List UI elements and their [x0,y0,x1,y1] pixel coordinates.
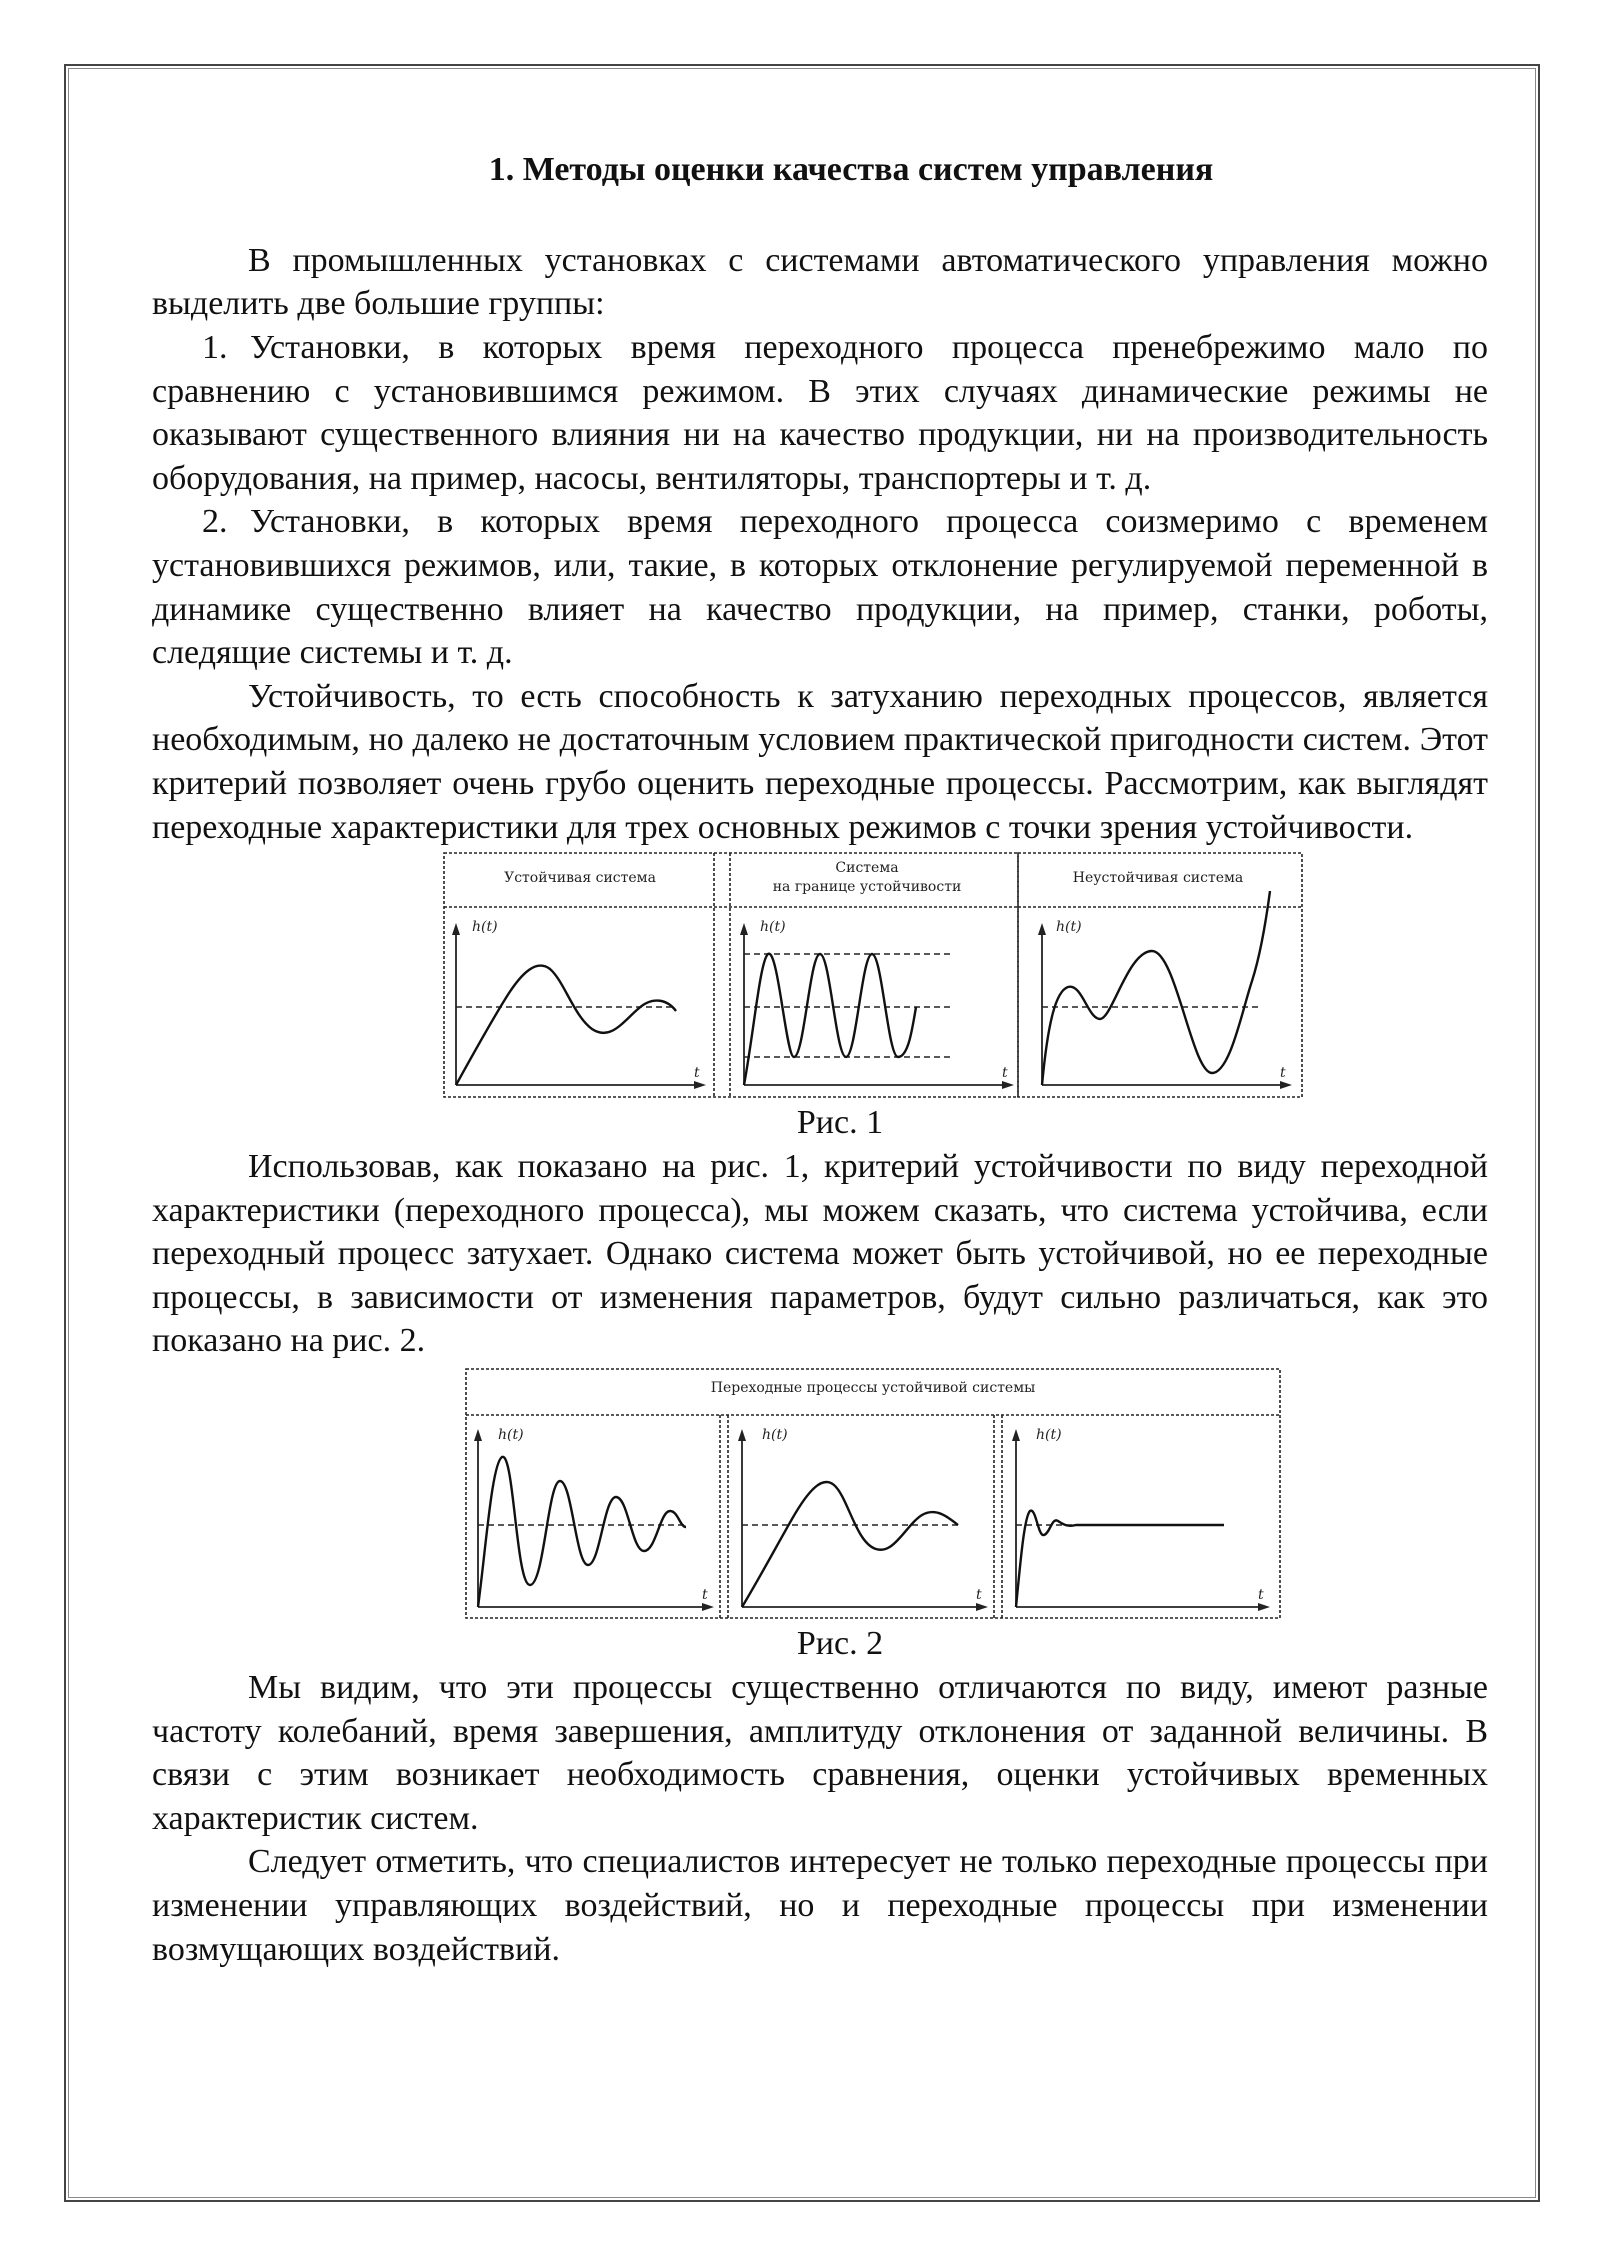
list-item-text: Установки, в которых время переходного процесса соизмеримо с временем установившихся режимов, или, такие, в которых отклонение регулируемой переменной в динамике существенно влияет на качество продукции, на пример, станки, роботы, следящие системы и т. д. [152,503,1488,672]
figure-2-caption: Рис. 2 [796,1625,884,1663]
x-axis-label: t [1258,1587,1264,1604]
x-axis-arrow [1002,1081,1014,1089]
y-axis-label: h(t) [762,1427,788,1444]
response-curve [744,954,916,1085]
panel-fast-settling [1012,1427,1270,1611]
x-axis-arrow [702,1603,714,1611]
list-item-1: 1. Установки, в которых время переходного процесса пренебрежимо мало по сравнению с установившимся режимом. В этих случаях динамические режимы не оказывают существенного влияния ни на качество продукции, ни на производительность оборудования, на пример, насосы, вентиляторы, транспортеры и т. д. [152,326,1488,500]
y-axis-arrow [474,1429,482,1441]
section-title: 1. Методы оценки качества систем управления [488,151,1214,188]
panel-oscillatory [474,1427,714,1611]
response-curve [478,1457,686,1607]
panel-marginal [740,923,1014,1089]
figure-2-diagram [464,1367,1284,1622]
y-axis-arrow [740,923,748,935]
panel-title-marginal-1: Система [835,860,899,877]
panel-title-unstable: Неустойчивая система [1072,870,1244,887]
y-axis-label: h(t) [472,919,498,936]
after-figure-1-paragraph: Использовав, как показано на рис. 1, критерий устойчивости по виду переходной характеристики (переходного процесса), мы можем сказать, что система устойчива, если переходный процесс затухает. Однако система может быть устойчивой, но ее переходные процессы, в зависимости от изменения параметров, будут сильно различаться, как это показано на рис. 2. [152,1148,1488,1360]
figure-1-panel-unstable [1016,851,1306,1101]
figure-2 [464,1367,1284,1622]
panel-title-marginal-2: на границе устойчивости [772,879,962,896]
list-item-text: Установки, в которых время переходного процесса пренебрежимо мало по сравнению с установившимся режимом. В этих случаях динамические режимы не оказывают существенного влияния ни на качество продукции, ни на производительность оборудования, на пример, насосы, вентиляторы, транспортеры и т. д. [152,328,1488,497]
closing-paragraph: Следует отметить, что специалистов интересует не только переходные процессы при изменении управляющих воздействий, но и переходные процессы при изменении возмущающих воздействий. [152,1843,1488,1968]
x-axis-label: t [1002,1065,1008,1082]
x-axis-arrow [976,1603,988,1611]
x-axis-label: t [1280,1065,1286,1082]
document-body [152,150,1488,1971]
after-figure-2-paragraph: Мы видим, что эти процессы существенно отличаются по виду, имеют разные частоту колебаний, время завершения, амплитуду отклонения от заданной величины. В связи с этим возникает необходимость сравнения, оценки устойчивых временных характеристик систем. [152,1669,1488,1837]
x-axis-arrow [694,1081,706,1089]
y-axis-arrow [1012,1429,1020,1441]
y-axis-label: h(t) [498,1427,524,1444]
y-axis-label: h(t) [760,919,786,936]
x-axis-arrow [1258,1603,1270,1611]
x-axis-label: t [702,1587,708,1604]
panel-moderate [738,1427,988,1611]
intro-paragraph: В промышленных установках с системами автоматического управления можно выделить две большие группы: [152,241,1488,323]
y-axis-label: h(t) [1056,919,1082,936]
panel-title-stable: Устойчивая система [504,870,656,887]
figure-1 [442,851,1302,1101]
stability-paragraph: Устойчивость, то есть способность к затуханию переходных процессов, является необходимым, но далеко не достаточным условием практической пригодности систем. Этот критерий позволяет очень грубо оценить переходные процессы. Рассмотрим, как выглядят переходные характеристики для трех основных режимов с точки зрения устойчивости. [152,677,1488,846]
figure-1-caption: Рис. 1 [796,1104,884,1142]
y-axis-arrow [452,923,460,935]
figure-1-diagram [442,851,1022,1101]
y-axis-arrow [738,1429,746,1441]
response-curve [742,1482,958,1607]
figure-2-title: Переходные процессы устойчивой системы [710,1380,1036,1397]
x-axis-arrow [1280,1081,1292,1089]
panel-stable [452,923,706,1089]
response-curve [456,966,676,1085]
x-axis-label: t [976,1587,982,1604]
list-item-2: 2. Установки, в которых время переходного процесса соизмеримо с временем установившихся режимов, или, такие, в которых отклонение регулируемой переменной в динамике существенно влияет на качество продукции, на пример, станки, роботы, следящие системы и т. д. [152,500,1488,674]
y-axis-arrow [1038,923,1046,935]
y-axis-label: h(t) [1036,1427,1062,1444]
x-axis-label: t [694,1065,700,1082]
